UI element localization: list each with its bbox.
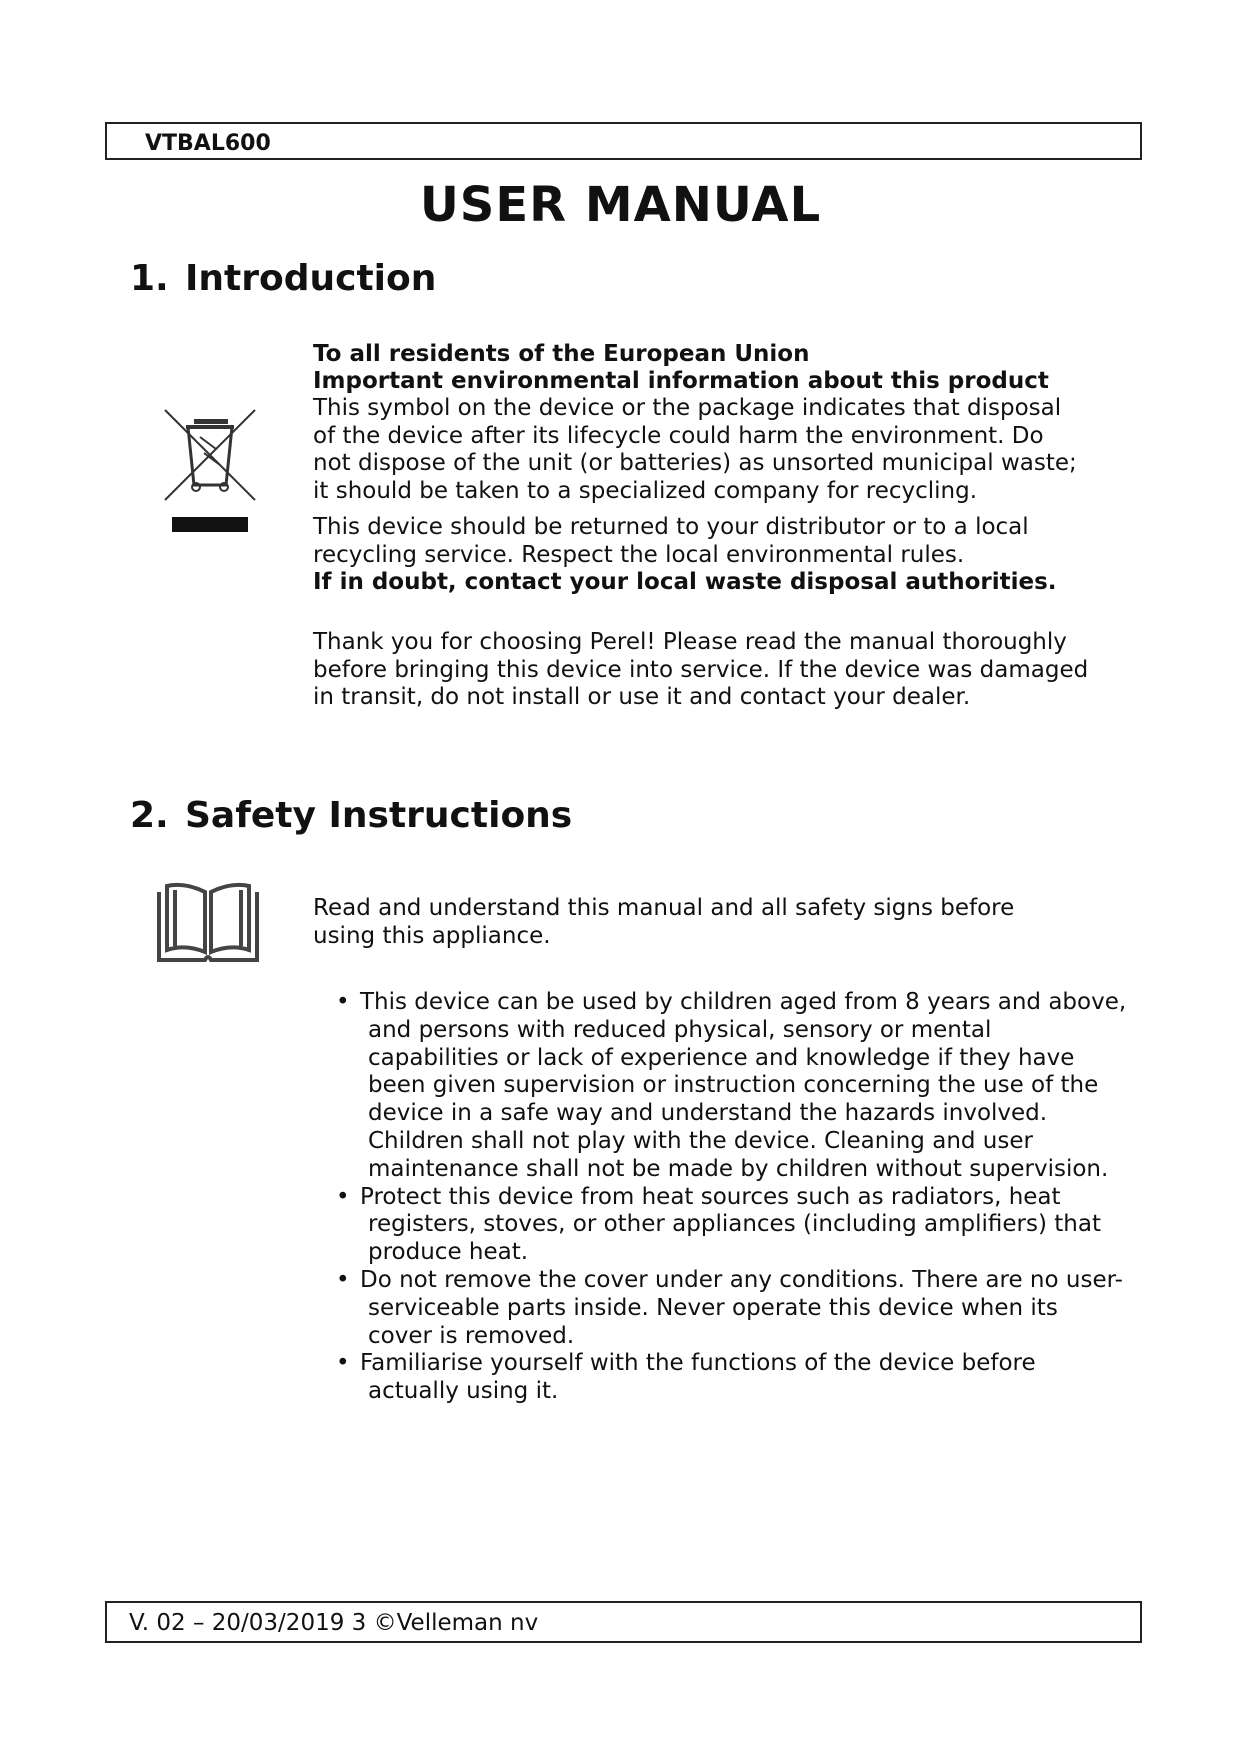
open-book-icon [155,880,261,968]
weee-heading-1: To all residents of the European Union [313,341,810,367]
crossed-out-bin-icon [160,405,260,539]
bullet-text: Do not remove the cover under any conditions. There are no user-serviceable parts inside. Never operate this device when its cover is removed. [360,1266,1123,1349]
footer-text: V. 02 – 20/03/2019 3 ©Velleman nv [129,1610,539,1636]
list-item [309,989,1129,1184]
bullet-text: This device can be used by children aged from 8 years and above, and persons with reduced physical, sensory or mental capabilities or lack of experience and knowledge if they have been given supervision or instruction concerning the use of the device in a safe way and understand the hazards involved. Children shall not play with the device. Cleaning and user maintenance shall not be made by children without supervision. [360,989,1127,1182]
list-item [309,1267,1129,1350]
bullet-icon: • [336,1183,350,1210]
bullet-icon: • [336,1266,350,1293]
model-number: VTBAL600 [145,131,271,156]
safety-bullet-list [309,989,1129,1406]
read-manual-text: Read and understand this manual and all safety signs before using this appliance. [313,895,1015,949]
weee-emphasis: If in doubt, contact your local waste disposal authorities. [313,569,1057,595]
thanks-paragraph: Thank you for choosing Perel! Please read the manual thoroughly before bringing this device into service. If the device was damaged in transit, do not install or use it and contact your dealer. [313,629,1089,710]
section-heading-introduction [130,258,436,299]
section-title: Introduction [185,258,437,299]
bullet-text: Familiarise yourself with the functions of the device before actually using it. [360,1350,1036,1405]
header-box [105,122,1142,160]
bullet-icon: • [336,1350,350,1377]
bullet-icon: • [336,989,350,1015]
section-title: Safety Instructions [185,795,573,836]
weee-paragraph-2: This device should be returned to your distributor or to a local recycling service. Respect the local environmental rules. [313,514,1029,568]
footer-box [105,1601,1142,1643]
list-item [309,1350,1129,1406]
weee-paragraph-1: This symbol on the device or the package indicates that disposal of the device after its lifecycle could harm the environment. Do not dispose of the unit (or batteries) as unsorted municipal waste; it should be taken to a specialized company for recycling. [313,395,1077,504]
section-number: 1. [130,258,169,299]
section-heading-safety [130,795,572,836]
document-title: USER MANUAL [419,177,822,233]
bullet-text: Protect this device from heat sources such as radiators, heat registers, stoves, or other appliances (including amplifiers) that produce heat. [360,1183,1101,1266]
weee-heading-2: Important environmental information about this product [313,368,1049,394]
section-number: 2. [130,795,169,836]
list-item [309,1184,1129,1267]
